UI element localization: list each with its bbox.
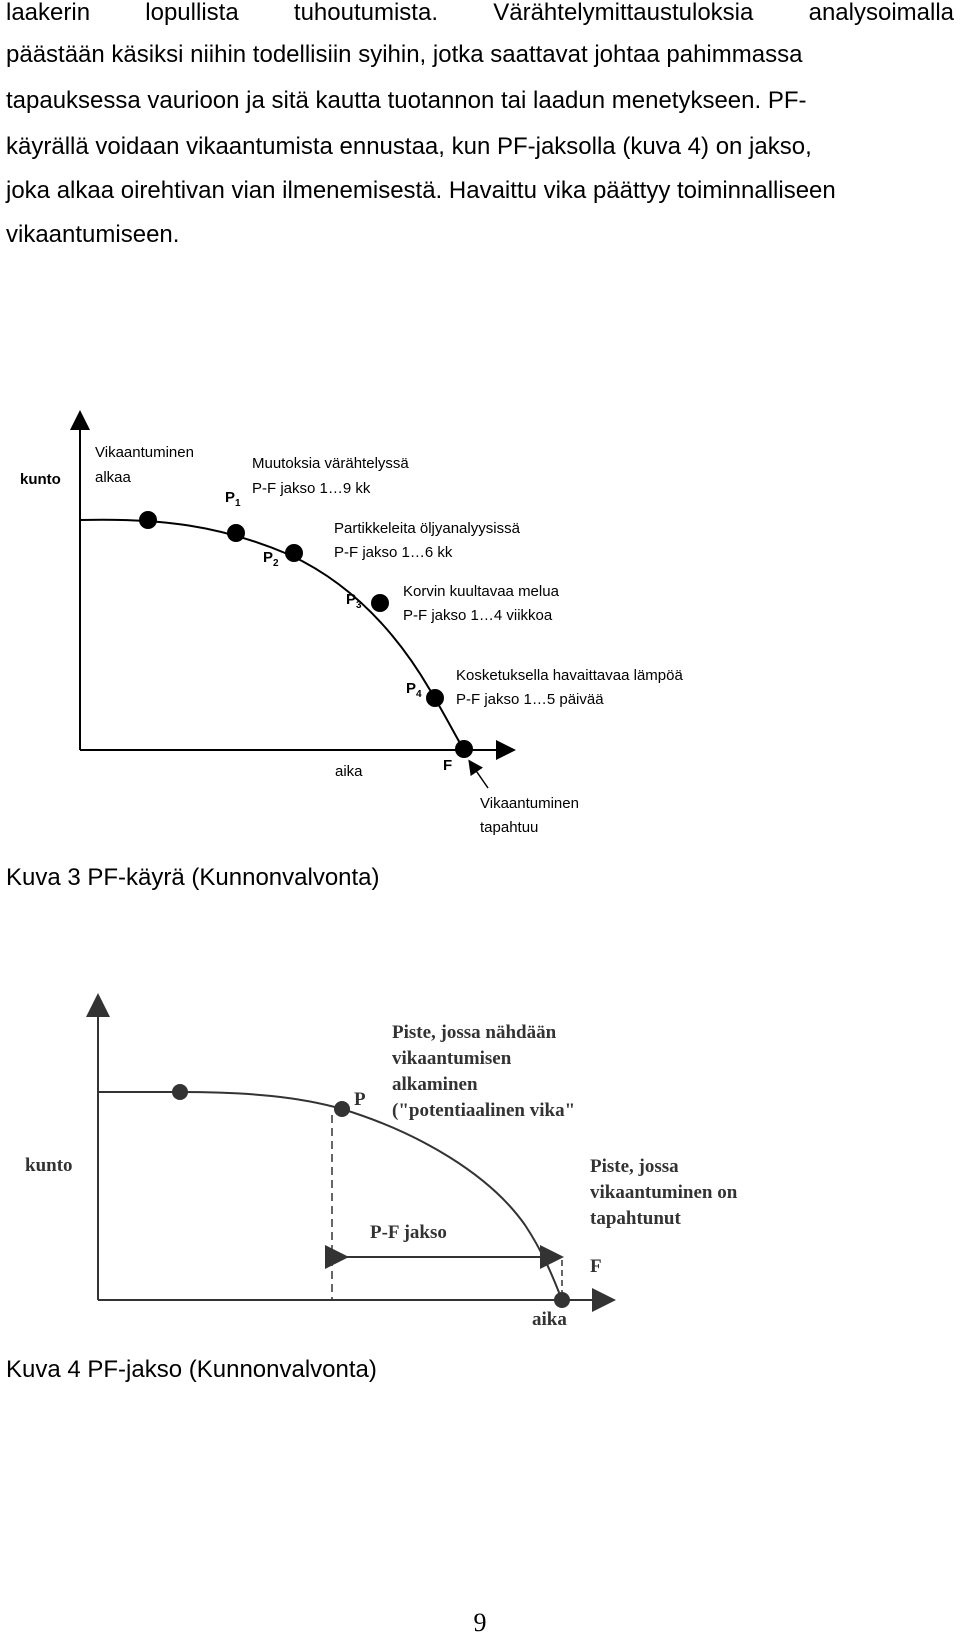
p-note-line-3: alkaminen [392, 1074, 478, 1095]
p-label: P [354, 1089, 366, 1110]
y-axis-label: kunto [25, 1155, 73, 1176]
p3-label: $P_3$ [346, 591, 362, 611]
curve-point-p3 [371, 594, 389, 612]
p2-label: $P_2$ [263, 549, 279, 569]
figure-4-caption: Kuva 4 PF-jakso (Kunnonvalvonta) [6, 1356, 377, 1383]
failure-arrow [470, 762, 488, 788]
failure-label: F [443, 757, 453, 774]
f-note-line-1: Piste, jossa [590, 1156, 679, 1177]
p2-note-line-1: Partikkeleita öljyanalyysissä [334, 520, 520, 537]
pf-interval-figure [0, 985, 800, 1330]
f-label: F [590, 1256, 602, 1277]
y-axis-label: kunto [20, 471, 61, 488]
start-label-line-2: alkaa [95, 469, 131, 486]
curve-point-p [334, 1101, 350, 1117]
p1-label: $P_1$ [225, 489, 241, 509]
failure-note-line-2: tapahtuu [480, 819, 539, 836]
f-note-line-3: tapahtunut [590, 1208, 681, 1229]
figure-3-caption: Kuva 3 PF-käyrä (Kunnonvalvonta) [6, 864, 380, 891]
curve-point-p4 [426, 689, 444, 707]
paragraph-line-2: päästään käsiksi niihin todellisiin syihin, jotka saattavat johtaa pahimmassa [6, 41, 803, 68]
curve-point-p2 [285, 544, 303, 562]
paragraph-line-1: laakerin lopullista tuhoutumista. Värähtelymittaustuloksia analysoimalla [6, 0, 954, 26]
p4-note-line-1: Kosketuksella havaittavaa lämpöä [456, 667, 683, 684]
p1-note-line-1: Muutoksia värähtelyssä [252, 455, 409, 472]
paragraph-line-6: vikaantumiseen. [6, 221, 180, 248]
p-note-line-1: Piste, jossa nähdään [392, 1022, 557, 1043]
p3-note-line-2: P-F jakso 1…4 viikkoa [403, 607, 553, 624]
pf-curve-figure [0, 400, 760, 850]
p2-note-line-2: P-F jakso 1…6 kk [334, 544, 453, 561]
f-note-line-2: vikaantuminen on [590, 1182, 738, 1203]
page-number: 9 [473, 1608, 487, 1637]
p1-note-line-2: P-F jakso 1…9 kk [252, 480, 371, 497]
pf-curve [180, 1092, 562, 1300]
paragraph-line-5: joka alkaa oirehtivan vian ilmenemisestä. Havaittu vika päättyy toiminnalliseen [6, 177, 836, 204]
x-axis-label: aika [532, 1309, 567, 1330]
pf-interval-label: P-F jakso [370, 1222, 447, 1243]
curve-point-start [172, 1084, 188, 1100]
paragraph-line-3: tapauksessa vaurioon ja sitä kautta tuotannon tai laadun menetykseen. PF- [6, 87, 807, 114]
curve-point-f [554, 1292, 570, 1308]
p-note-line-4: ("potentiaalinen vika" [392, 1100, 576, 1121]
curve-point-start [139, 511, 157, 529]
p-note-line-2: vikaantumisen [392, 1048, 512, 1069]
failure-note-line-1: Vikaantuminen [480, 795, 579, 812]
curve-point-f [455, 740, 473, 758]
curve-point-p1 [227, 524, 245, 542]
paragraph-line-4: käyrällä voidaan vikaantumista ennustaa, kun PF-jaksolla (kuva 4) on jakso, [6, 133, 812, 160]
p3-note-line-1: Korvin kuultavaa melua [403, 583, 559, 600]
p4-note-line-2: P-F jakso 1…5 päivää [456, 691, 604, 708]
start-label-line-1: Vikaantuminen [95, 444, 194, 461]
p4-label: $P_4$ [406, 680, 422, 700]
x-axis-label: aika [335, 763, 363, 780]
